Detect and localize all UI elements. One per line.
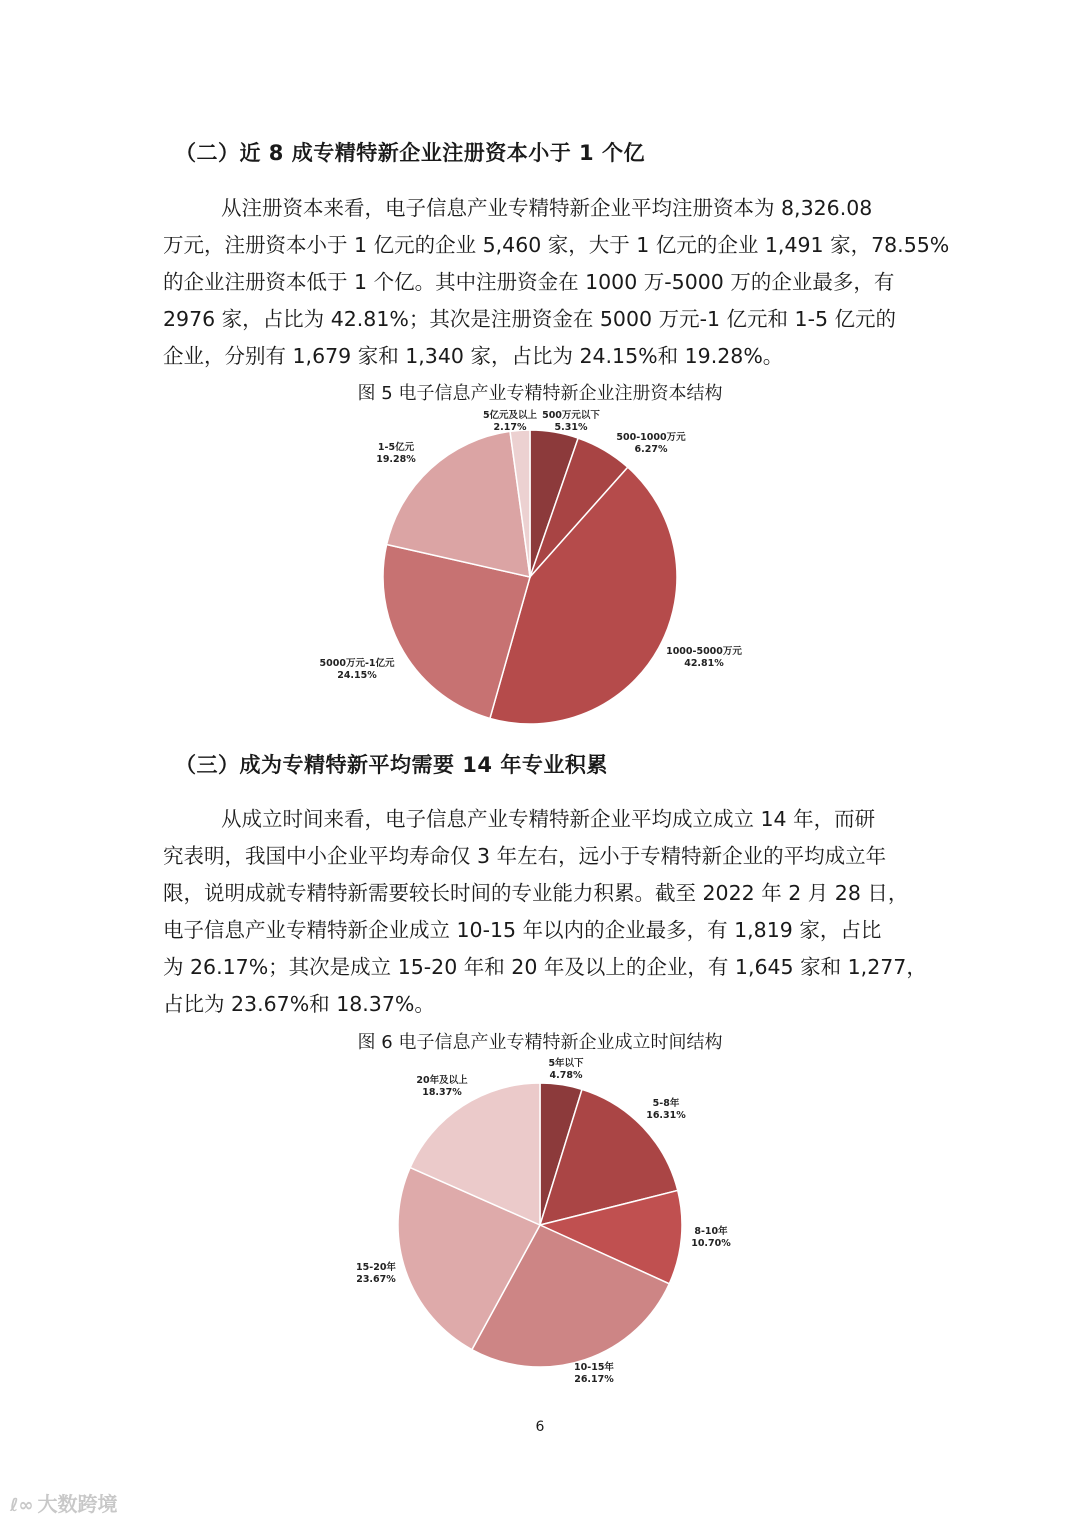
slice-label: 10-15年 bbox=[574, 1362, 614, 1373]
slice-value-label: 4.78% bbox=[549, 1070, 583, 1081]
slice-label: 5年以下 bbox=[548, 1058, 584, 1069]
slice-value-label: 10.70% bbox=[691, 1238, 731, 1249]
figure5-chart bbox=[0, 405, 1080, 735]
paragraph-line: 占比为 23.67%和 18.37%。 bbox=[163, 992, 435, 1016]
paragraph-line: 限，说明成就专精特新需要较长时间的专业能力积累。截至 2022 年 2 月 28 日， bbox=[163, 881, 909, 905]
watermark bbox=[10, 1488, 117, 1517]
watermark-logo-icon: ℓ∞ bbox=[10, 1495, 34, 1516]
paragraph-line: 究表明，我国中小企业平均寿命仅 3 年左右，远小于专精特新企业的平均成立年 bbox=[163, 844, 887, 868]
paragraph-line: 企业，分别有 1,679 家和 1,340 家，占比为 24.15%和 19.28%。 bbox=[163, 344, 784, 368]
figure5-caption: 图 5 电子信息产业专精特新企业注册资本结构 bbox=[357, 383, 723, 404]
paragraph-line: 2976 家，占比为 42.81%；其次是注册资金在 5000 万元-1 亿元和 1-5 亿元的 bbox=[163, 307, 897, 331]
slice-value-label: 42.81% bbox=[684, 658, 724, 669]
paragraph-line: 从成立时间来看，电子信息产业专精特新企业平均成立成立 14 年，而研 bbox=[221, 807, 876, 831]
paragraph-line: 的企业注册资本低于 1 个亿。其中注册资金在 1000 万-5000 万的企业最多，有 bbox=[163, 270, 895, 294]
figure6-chart bbox=[0, 1053, 1080, 1393]
slice-label: 8-10年 bbox=[694, 1226, 728, 1237]
slice-value-label: 26.17% bbox=[574, 1374, 614, 1385]
slice-label: 5000万元-1亿元 bbox=[319, 658, 395, 669]
slice-value-label: 16.31% bbox=[646, 1110, 686, 1121]
page-number: 6 bbox=[535, 1419, 545, 1435]
paragraph-line: 为 26.17%；其次是成立 15-20 年和 20 年及以上的企业，有 1,645 家和 1,277， bbox=[163, 955, 927, 979]
paragraph-line: 万元，注册资本小于 1 亿元的企业 5,460 家，大于 1 亿元的企业 1,491 家，78.55% bbox=[163, 233, 950, 257]
paragraph-capital bbox=[163, 190, 950, 375]
slice-value-label: 23.67% bbox=[356, 1274, 396, 1285]
slice-label: 500万元以下 bbox=[542, 410, 600, 421]
figure5-pie-svg bbox=[0, 405, 1080, 735]
paragraph-age bbox=[163, 801, 927, 1023]
slice-value-label: 5.31% bbox=[554, 422, 588, 433]
slice-label: 500-1000万元 bbox=[616, 432, 686, 443]
slice-label: 5亿元及以上 bbox=[482, 410, 538, 421]
section-heading-capital: （二）近 8 成专精特新企业注册资本小于 1 个亿 bbox=[175, 141, 645, 165]
slice-label: 5-8年 bbox=[652, 1098, 680, 1109]
slice-label: 15-20年 bbox=[356, 1262, 396, 1273]
watermark-text: 大数跨境 bbox=[37, 1492, 118, 1516]
slice-value-label: 2.17% bbox=[493, 422, 527, 433]
paragraph-line: 电子信息产业专精特新企业成立 10-15 年以内的企业最多，有 1,819 家，占比 bbox=[163, 918, 882, 942]
figure6-pie-svg bbox=[0, 1053, 1080, 1393]
slice-value-label: 18.37% bbox=[422, 1087, 462, 1098]
section-heading-age: （三）成为专精特新平均需要 14 年专业积累 bbox=[175, 753, 608, 777]
paragraph-line: 从注册资本来看，电子信息产业专精特新企业平均注册资本为 8,326.08 bbox=[221, 196, 873, 220]
slice-label: 1-5亿元 bbox=[377, 442, 415, 453]
slice-value-label: 19.28% bbox=[376, 454, 416, 465]
slice-value-label: 6.27% bbox=[634, 444, 668, 455]
slice-label: 1000-5000万元 bbox=[666, 646, 742, 657]
figure6-caption: 图 6 电子信息产业专精特新企业成立时间结构 bbox=[357, 1032, 723, 1053]
slice-value-label: 24.15% bbox=[337, 670, 377, 681]
slice-label: 20年及以上 bbox=[416, 1075, 468, 1086]
